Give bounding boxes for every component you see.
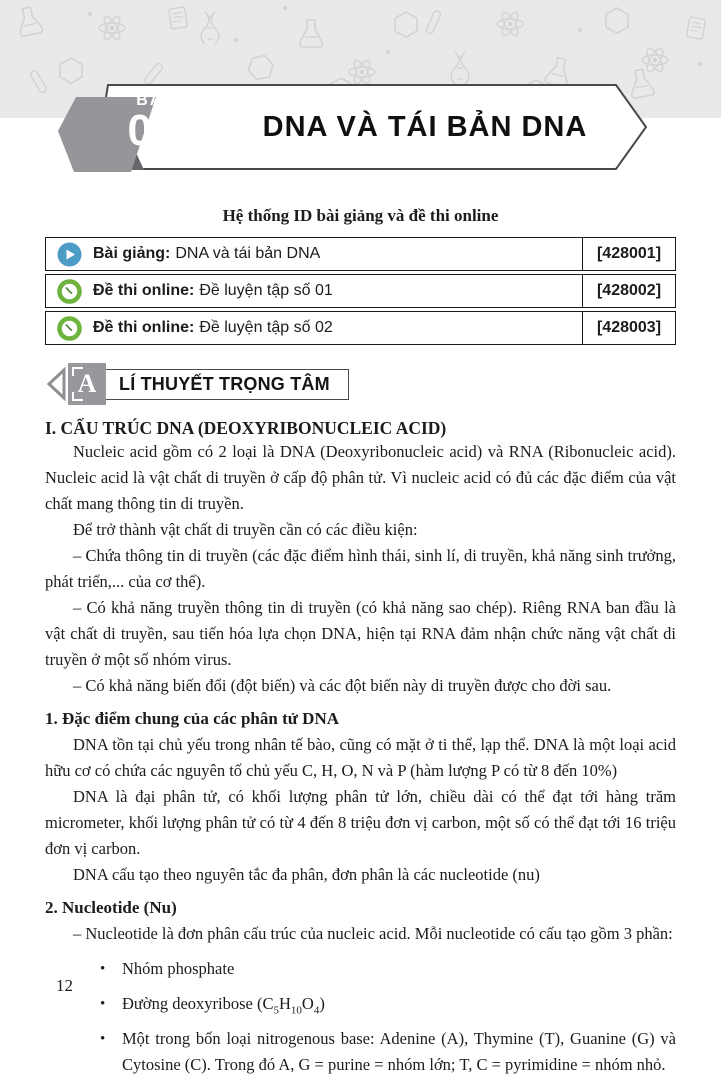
- section-a-title: LÍ THUYẾT TRỌNG TÂM: [104, 369, 349, 400]
- row-id-code: [428003]: [582, 312, 675, 344]
- paragraph: DNA cấu tạo theo nguyên tắc đa phân, đơn phân là các nucleotide (nu): [73, 865, 540, 884]
- id-table: [45, 237, 676, 345]
- bullet-text: Nhóm phosphate: [122, 959, 235, 978]
- formula-subscript: 10: [290, 1004, 302, 1017]
- section-a-header: [45, 362, 676, 406]
- bullet-text-formula: [122, 991, 676, 1017]
- table-row: [45, 237, 676, 271]
- heading-roman-1: I. CẤU TRÚC DNA (DEOXYRIBONUCLEIC ACID): [45, 418, 447, 438]
- row-label-bold: Đề thi online:: [93, 319, 195, 336]
- paragraph: – Nucleotide là đơn phân cấu trúc của nucleic acid. Mỗi nucleotide có cấu tạo gồm 3 phần:: [73, 924, 673, 943]
- lesson-badge: [118, 93, 188, 153]
- section-a-letter-box: [68, 363, 106, 405]
- badge-label: BÀI: [136, 92, 170, 109]
- row-label-rest: Đề luyện tập số 01: [199, 282, 333, 299]
- play-icon: [57, 242, 82, 267]
- row-id-code: [428001]: [582, 238, 675, 270]
- formula-part: Đường deoxyribose (C: [122, 994, 274, 1013]
- table-row: [45, 311, 676, 345]
- formula-subscript: 5: [273, 1004, 279, 1017]
- paragraph: – Chứa thông tin di truyền (các đặc điểm hình thái, sinh lí, di truyền, khả năng sinh trưởng, phát triển,... của cơ thể).: [45, 546, 676, 591]
- row-label-rest: Đề luyện tập số 02: [199, 319, 333, 336]
- bullet-list: [45, 956, 676, 1078]
- formula-subscript: 4: [313, 1004, 320, 1017]
- page-number: 12: [56, 976, 73, 995]
- corner-bracket: [72, 367, 83, 376]
- paragraph: DNA tồn tại chủ yếu trong nhân tế bào, cũng có mặt ở ti thể, lạp thể. DNA là một loại acid hữu cơ có chứa các nguyên tố chủ yếu C, H, O, N và P (hàm lượng P có từ 8 đến 10%): [45, 735, 676, 780]
- row-label: [93, 282, 582, 300]
- document-body: [45, 206, 676, 1078]
- formula-part: O: [301, 994, 314, 1013]
- bullet-marker: •: [100, 996, 106, 1012]
- row-label-rest: DNA và tái bản DNA: [175, 245, 321, 262]
- list-item: [45, 991, 676, 1017]
- formula-part: H: [278, 994, 291, 1013]
- clock-icon: [57, 316, 82, 341]
- section-letter: A: [77, 369, 97, 398]
- id-table-title: Hệ thống ID bài giảng và đề thi online: [222, 206, 499, 225]
- paragraph: – Có khả năng truyền thông tin di truyền (có khả năng sao chép). Riêng RNA ban đầu là vật chất di truyền, sau tiến hóa lựa chọn DNA, hiện tại RNA đảm nhận chức năng vật chất di truyền ở một số nhóm virus.: [45, 598, 676, 669]
- badge-number: 01: [127, 106, 179, 155]
- row-label-bold: Bài giảng:: [93, 245, 171, 262]
- chapter-banner: [50, 79, 650, 175]
- list-item: [45, 1026, 676, 1078]
- bullet-marker: •: [100, 961, 106, 977]
- corner-bracket: [72, 392, 83, 401]
- row-label: [93, 319, 582, 337]
- left-arrow-icon: [45, 367, 67, 401]
- paragraph: DNA là đại phân tử, có khối lượng phân tử lớn, chiều dài có thể đạt tới hàng trăm micrometer, khối lượng phân tử có từ 4 đến 8 triệu đơn vị carbon, một số có thể đạt tới 16 triệu đơn vị carbon.: [45, 787, 676, 858]
- list-item: [45, 956, 676, 982]
- row-label: [93, 245, 582, 263]
- heading-sub-1: 1. Đặc điểm chung của các phân tử DNA: [45, 709, 340, 728]
- table-row: [45, 274, 676, 308]
- page-title: DNA VÀ TÁI BẢN DNA: [262, 110, 588, 143]
- formula-part: ): [319, 994, 325, 1013]
- row-id-code: [428002]: [582, 275, 675, 307]
- heading-sub-2: 2. Nucleotide (Nu): [45, 898, 177, 917]
- bullet-text: Một trong bốn loại nitrogenous base: Adenine (A), Thymine (T), Guanine (G) và Cytosine (C). Trong đó A, G = purine = nhóm lớn; T, C = pyrimidine = nhóm nhỏ.: [122, 1029, 676, 1074]
- paragraph: Nucleic acid gồm có 2 loại là DNA (Deoxyribonucleic acid) và RNA (Ribonucleic acid). Nucleic acid là vật chất di truyền ở cấp độ phân tử. Vì nucleic acid có đủ các đặc điểm của vật chất mang thông tin di truyền.: [45, 442, 676, 513]
- bullet-marker: •: [100, 1031, 106, 1047]
- paragraph: – Có khả năng biến đổi (đột biến) và các đột biến này di truyền được cho đời sau.: [73, 676, 612, 695]
- paragraph: Để trở thành vật chất di truyền cần có các điều kiện:: [73, 520, 418, 539]
- clock-icon: [57, 279, 82, 304]
- row-label-bold: Đề thi online:: [93, 282, 195, 299]
